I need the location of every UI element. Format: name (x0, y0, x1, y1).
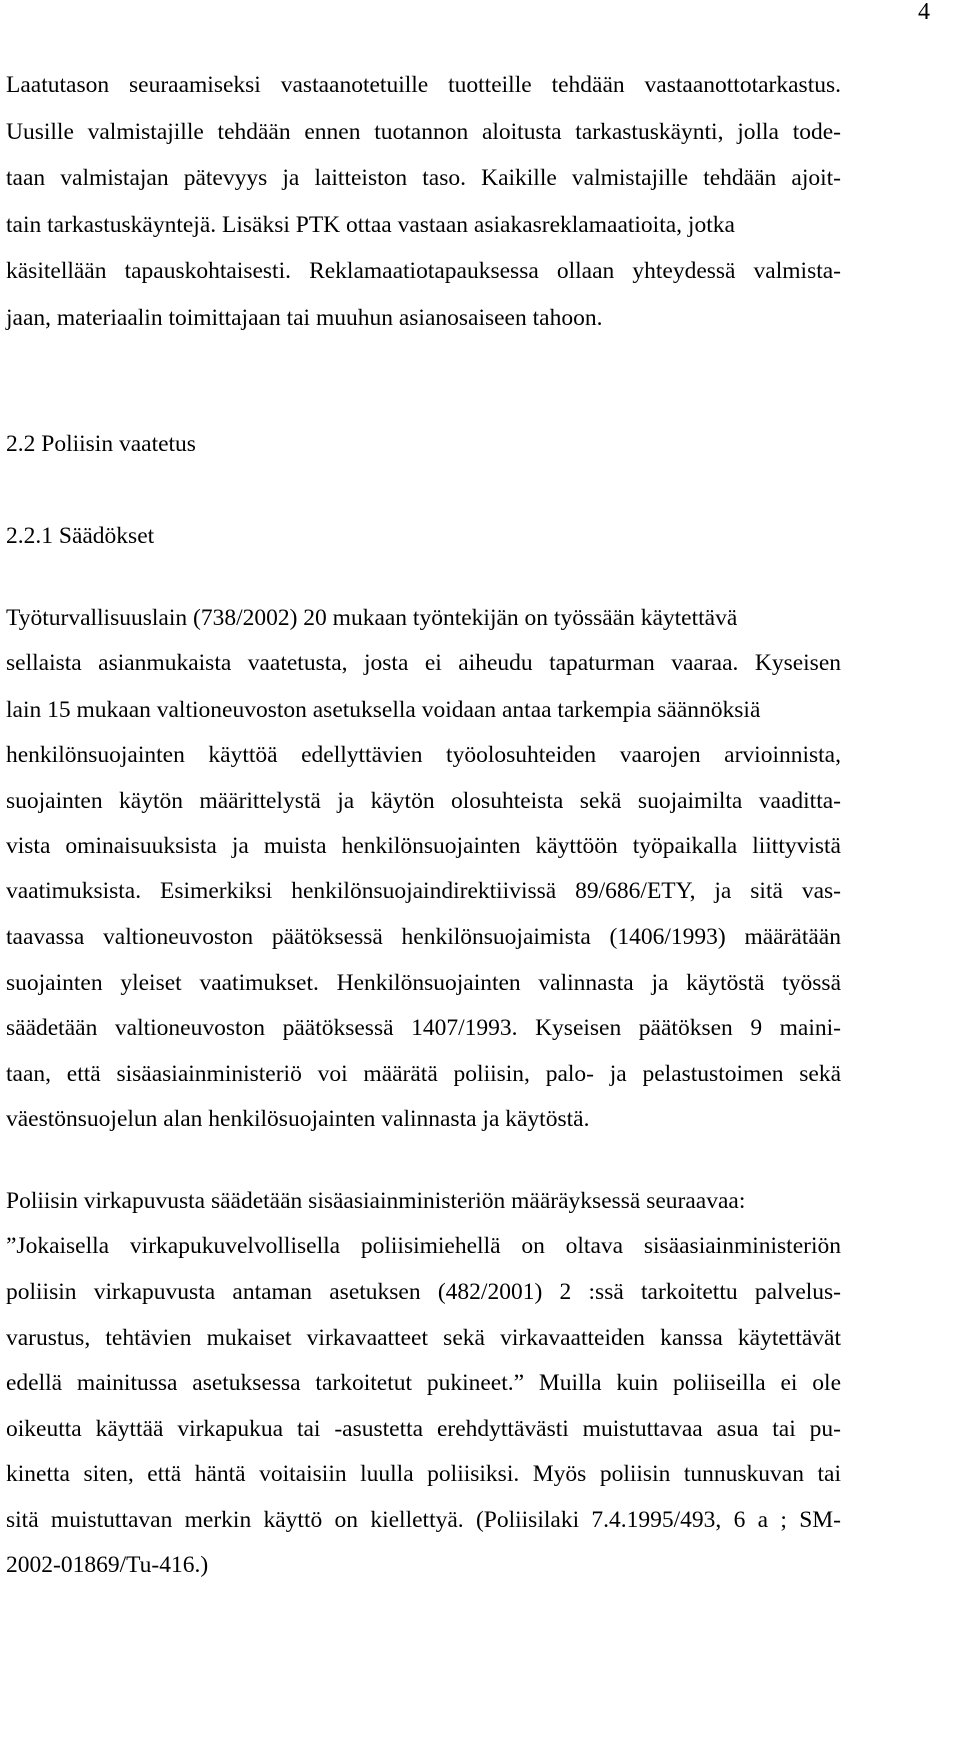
text-line: varustus, tehtävien mukaiset virkavaatteet sekä virkavaatteiden kanssa käytettävät (6, 1325, 841, 1351)
text-line: Poliisin virkapuvusta säädetään sisäasiainministeriön määräyksessä seuraavaa: (6, 1188, 746, 1214)
text-line: väestönsuojelun alan henkilösuojainten valinnasta ja käytöstä. (6, 1106, 590, 1132)
text-line: oikeutta käyttää virkapukua tai -asustetta erehdyttävästi muistuttavaa asua tai pu- (6, 1416, 841, 1442)
text-line: lain 15 mukaan valtioneuvoston asetuksella voidaan antaa tarkempia säännöksiä (6, 697, 761, 723)
text-line: sitä muistuttavan merkin käyttö on kiellettyä. (Poliisilaki 7.4.1995/493, 6 a ; SM- (6, 1507, 841, 1533)
text-line: Laatutason seuraamiseksi vastaanotetuille tuotteille tehdään vastaanottotarkastus. (6, 72, 841, 98)
text-line: Työturvallisuuslain (738/2002) 20 mukaan työntekijän on työssään käytettävä (6, 605, 738, 631)
text-line: säädetään valtioneuvoston päätöksessä 1407/1993. Kyseisen päätöksen 9 maini- (6, 1015, 841, 1041)
section-heading: 2.2 Poliisin vaatetus (6, 431, 196, 457)
text-line: suojainten käytön määrittelystä ja käytön olosuhteista sekä suojaimilta vaaditta- (6, 788, 841, 814)
text-line: taan, että sisäasiainministeriö voi määrätä poliisin, palo- ja pelastustoimen sekä (6, 1061, 841, 1087)
text-line: vaatimuksista. Esimerkiksi henkilönsuojaindirektiivissä 89/686/ETY, ja sitä vas- (6, 878, 841, 904)
text-line: suojainten yleiset vaatimukset. Henkilönsuojainten valinnasta ja käytöstä työssä (6, 970, 841, 996)
text-line: 2002-01869/Tu-416.) (6, 1552, 209, 1578)
text-line: ”Jokaisella virkapukuvelvollisella poliisimiehellä on oltava sisäasiainministeriön (6, 1233, 841, 1259)
subsection-heading: 2.2.1 Säädökset (6, 523, 155, 549)
text-line: sellaista asianmukaista vaatetusta, josta ei aiheudu tapaturman vaaraa. Kyseisen (6, 650, 841, 676)
text-line: Uusille valmistajille tehdään ennen tuotannon aloitusta tarkastuskäynti, jolla tode- (6, 119, 841, 145)
text-line: kinetta siten, että häntä voitaisiin luulla poliisiksi. Myös poliisin tunnuskuvan tai (6, 1461, 841, 1487)
text-line: poliisin virkapuvusta antaman asetuksen (482/2001) 2 :ssä tarkoitettu palvelus- (6, 1279, 841, 1305)
text-line: vista ominaisuuksista ja muista henkilönsuojainten käyttöön työpaikalla liittyvistä (6, 833, 841, 859)
text-line: edellä mainitussa asetuksessa tarkoitetut pukineet.” Muilla kuin poliiseilla ei ole (6, 1370, 841, 1396)
text-line: tain tarkastuskäyntejä. Lisäksi PTK ottaa vastaan asiakasreklamaatioita, jotka (6, 212, 735, 238)
text-line: taavassa valtioneuvoston päätöksessä henkilönsuojaimista (1406/1993) määrätään (6, 924, 841, 950)
text-line: taan valmistajan pätevyys ja laitteiston taso. Kaikille valmistajille tehdään ajoit- (6, 165, 841, 191)
page-number: 4 (918, 0, 930, 25)
text-line: käsitellään tapauskohtaisesti. Reklamaatiotapauksessa ollaan yhteydessä valmista- (6, 258, 841, 284)
text-line: jaan, materiaalin toimittajaan tai muuhun asianosaiseen tahoon. (6, 305, 603, 331)
text-line: henkilönsuojainten käyttöä edellyttävien työolosuhteiden vaarojen arvioinnista, (6, 742, 841, 768)
